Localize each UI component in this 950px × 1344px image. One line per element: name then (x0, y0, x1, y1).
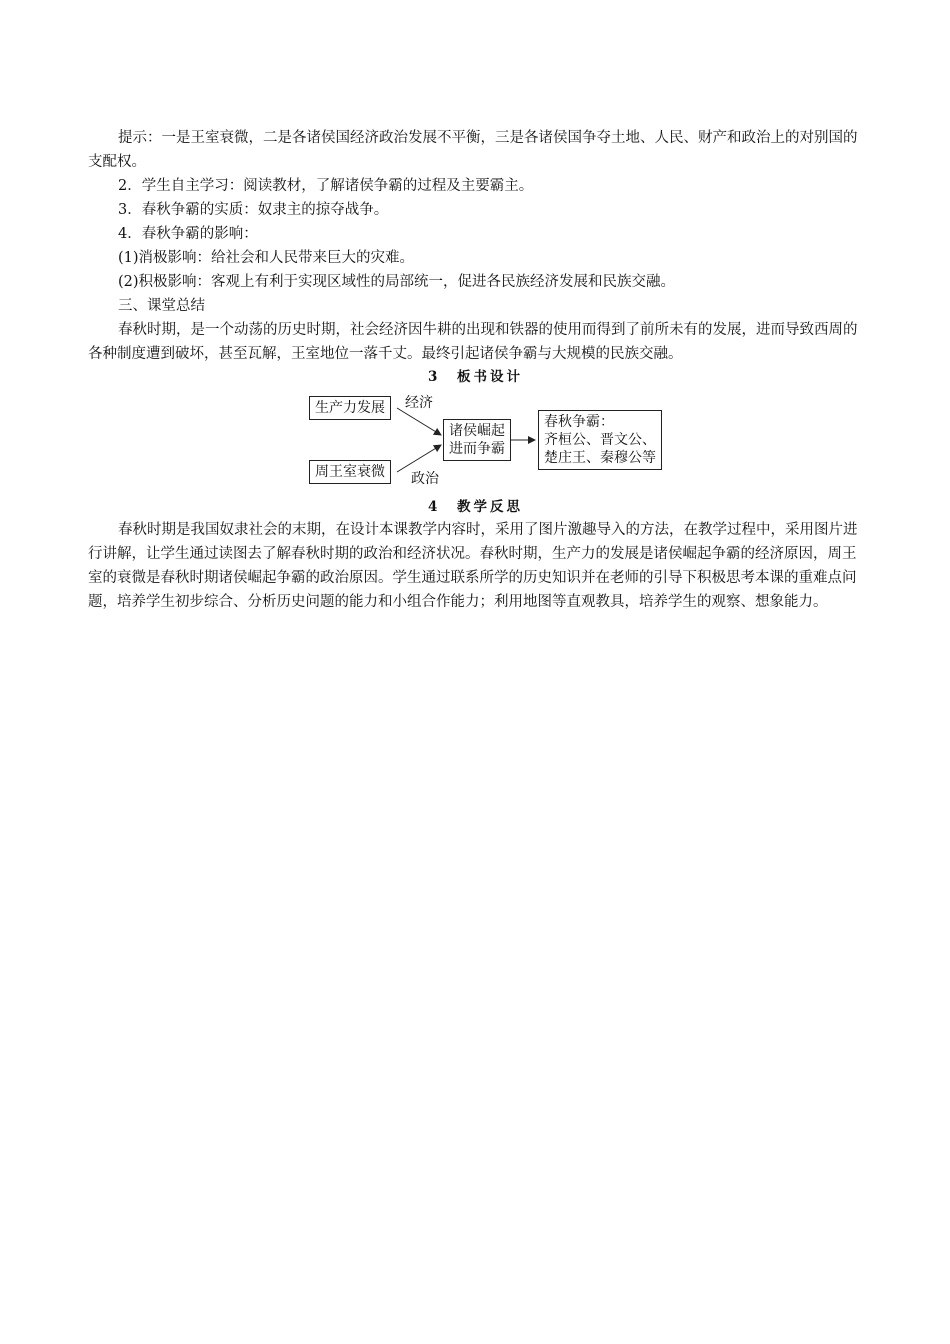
board-diagram (309, 390, 689, 490)
item-4: 4．春秋争霸的影响： (118, 226, 258, 242)
label-economy: 经济 (405, 395, 433, 411)
item-3: 3．春秋争霸的实质：奴隶主的掠夺战争。 (118, 202, 389, 218)
summary-paragraph: 春秋时期，是一个动荡的历史时期，社会经济因牛耕的出现和铁器的使用而得到了前所未有的发展，进而导致西周的各种制度遭到破坏，甚至瓦解，王室地位一落千丈。最终引起诸侯争霸与大规模的民族交融。 (88, 322, 858, 362)
arrow-politics (397, 445, 441, 472)
document-page (88, 126, 863, 614)
board-design-heading: 3 板书设计 (428, 369, 523, 385)
arrow-economy (397, 408, 441, 435)
reflection-paragraph: 春秋时期是我国奴隶社会的末期，在设计本课教学内容时，采用了图片激趣导入的方法，在教学过程中，采用图片进行讲解，让学生通过读图去了解春秋时期的政治和经济状况。春秋时期，生产力的发展是诸侯崛起争霸的经济原因，周王室的衰微是春秋时期诸侯崛起争霸的政治原因。学生通过联系所学的历史知识并在老师的引导下积极思考本课的重难点问题，培养学生初步综合、分析历史问题的能力和小组合作能力；利用地图等直观教具，培养学生的观察、想象能力。 (88, 522, 858, 610)
label-politics: 政治 (411, 471, 439, 487)
box-middle-line1: 诸侯崛起 (449, 423, 505, 439)
box-right-line3: 楚庄王、秦穆公等 (544, 450, 656, 466)
item-4-1: (1)消极影响：给社会和人民带来巨大的灾难。 (118, 250, 415, 266)
box-right-line1: 春秋争霸： (544, 414, 614, 430)
box-hegemony (538, 410, 662, 470)
item-2: 2．学生自主学习：阅读教材，了解诸侯争霸的过程及主要霸主。 (118, 178, 534, 194)
reflection-heading: 4 教学反思 (428, 499, 523, 515)
box-vassals-rise (443, 419, 511, 461)
box-royal-decline: 周王室衰微 (309, 460, 391, 484)
box-right-line2: 齐桓公、晋文公、 (544, 432, 656, 448)
hint-paragraph: 提示：一是王室衰微，二是各诸侯国经济政治发展不平衡，三是各诸侯国争夺土地、人民、财产和政治上的对别国的支配权。 (88, 130, 858, 170)
section-summary-heading: 三、课堂总结 (118, 298, 205, 314)
box-productivity: 生产力发展 (309, 396, 391, 420)
box-middle-line2: 进而争霸 (449, 441, 505, 457)
item-4-2: (2)积极影响：客观上有利于实现区域性的局部统一，促进各民族经济发展和民族交融。 (118, 274, 676, 290)
